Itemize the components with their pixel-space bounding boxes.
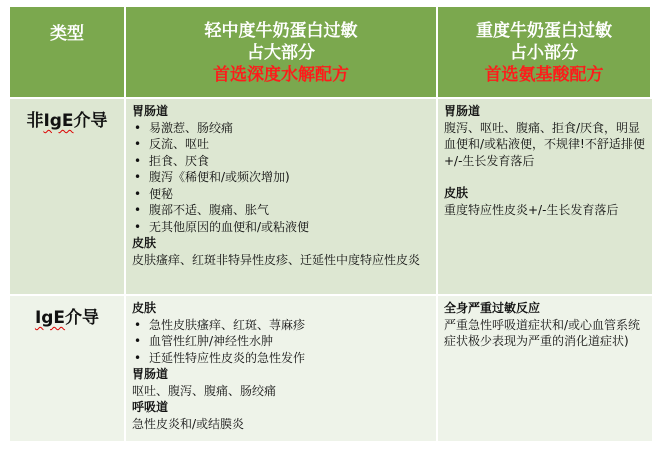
header-mild (126, 7, 438, 97)
gi-symptom-list (132, 120, 430, 236)
header-type (10, 7, 126, 97)
section-title-skin: 皮肤 (444, 186, 469, 200)
row-ige-type (10, 294, 126, 441)
header-mild-title: 轻中度牛奶蛋白过敏 (204, 21, 358, 41)
row-non-ige-severe (438, 97, 652, 294)
row-ige-mild (126, 294, 438, 441)
respiratory-symptom-text: 急性皮炎和/或结膜炎 (132, 416, 245, 431)
header-severe-title: 重度牛奶蛋白过敏 (476, 21, 612, 41)
list-item: • 易激惹、肠绞痛 (132, 120, 430, 137)
allergy-classification-table (10, 7, 652, 441)
gi-symptom-text: 呕吐、腹泻、腹痛、肠绞痛 (132, 383, 277, 398)
list-item: • 拒食、厌食 (132, 153, 430, 170)
list-item: • 便秘 (132, 186, 430, 203)
section-title-gi: 胃肠道 (132, 104, 169, 118)
row-ige-severe (438, 294, 652, 441)
list-item: • 腹部不适、腹痛、胀气 (132, 202, 430, 219)
row-non-ige-type (10, 97, 126, 294)
header-severe-share: 占小部分 (510, 43, 578, 63)
header-severe (438, 7, 652, 97)
list-item: • 反流、呕吐 (132, 136, 430, 153)
spacer (444, 169, 646, 185)
header-type-label: 类型 (50, 24, 84, 44)
list-item: • 无其他原因的血便和/或粘液便 (132, 219, 430, 236)
section-title-respiratory: 呼吸道 (132, 400, 169, 414)
header-mild-share: 占大部分 (247, 43, 315, 63)
section-title-anaphylaxis: 全身严重过敏反应 (444, 301, 541, 315)
list-item: • 急性皮肤瘙痒、红斑、荨麻疹 (132, 317, 430, 334)
skin-symptom-text: 重度特应性皮炎+/-生长发育落后 (444, 202, 619, 217)
non-ige-prefix: 非 (26, 111, 44, 131)
section-title-skin: 皮肤 (132, 236, 157, 250)
section-title-gi: 胃肠道 (444, 104, 481, 118)
non-ige-ige: IgE (43, 111, 74, 131)
skin-symptom-text: 皮肤瘙痒、红斑非特异性皮疹、迁延性中度特应性皮炎 (132, 252, 421, 267)
row-non-ige-mild (126, 97, 438, 294)
list-item: • 血管性红肿/神经性水肿 (132, 333, 430, 350)
list-item: • 腹泻《稀便和/或频次增加) (132, 169, 430, 186)
header-mild-formula: 首选深度水解配方 (213, 65, 349, 85)
header-severe-formula: 首选氨基酸配方 (484, 65, 604, 85)
skin-symptom-list (132, 317, 430, 367)
section-title-skin: 皮肤 (132, 301, 157, 315)
ige-ige: IgE (34, 308, 66, 328)
section-title-gi: 胃肠道 (132, 367, 169, 381)
ige-suffix: 介导 (65, 308, 100, 328)
list-item: • 迁延性特应性皮炎的急性发作 (132, 350, 430, 367)
anaphylaxis-text: 严重急性呼吸道症状和/或心血管系统症状极少表现为严重的消化道症状) (444, 317, 641, 348)
gi-symptom-text: 腹泻、呕吐、腹痛、拒食/厌食，明显血便和/或粘液便，不规律!不舒适排便+/-生长发育落后 (444, 120, 645, 168)
non-ige-suffix: 介导 (73, 111, 108, 131)
